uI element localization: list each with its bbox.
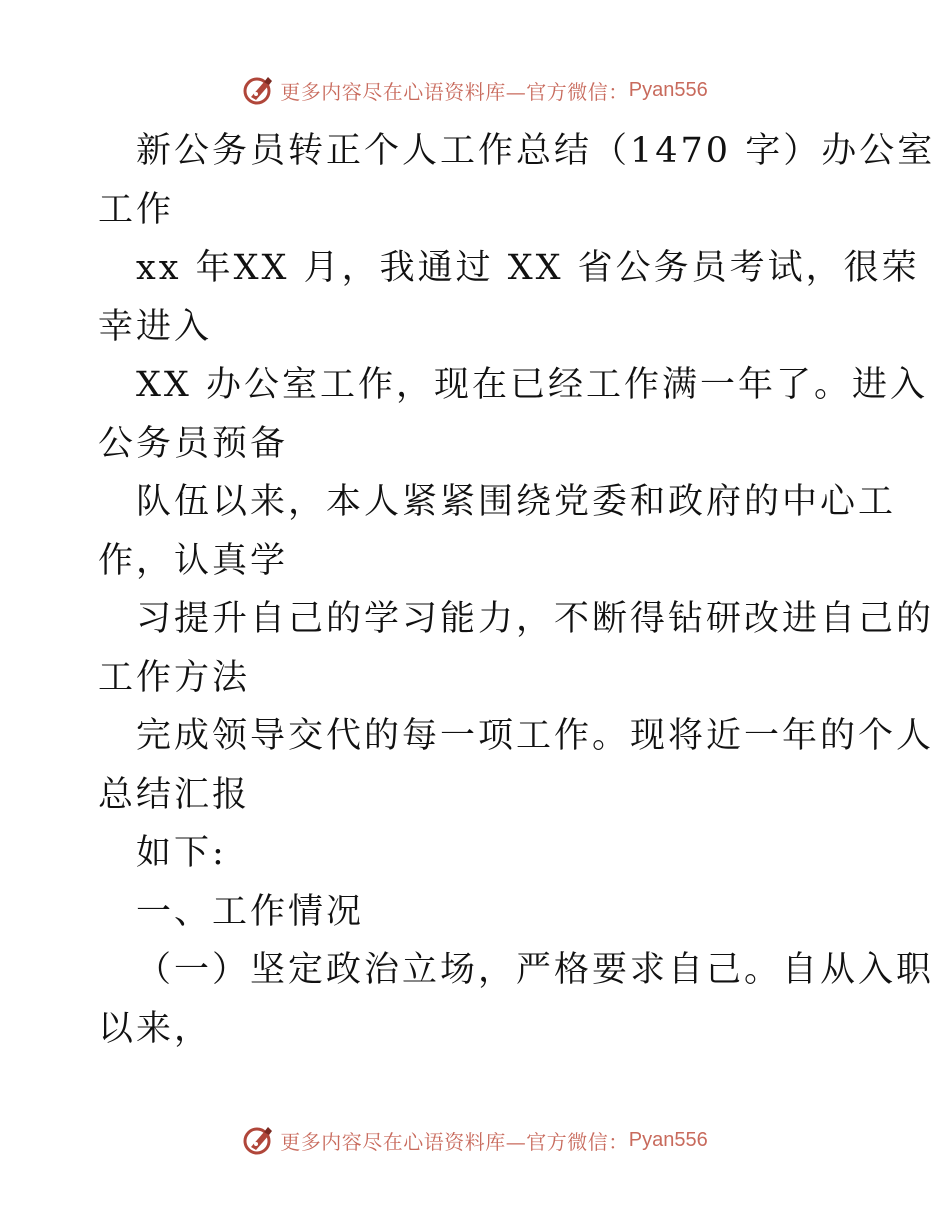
- doc-line: 工作: [98, 189, 175, 230]
- footer-banner: [0, 1120, 950, 1160]
- doc-line: 总结汇报: [98, 774, 251, 815]
- doc-line: xx 年XX 月，我通过 XX 省公务员考试，很荣: [136, 248, 920, 288]
- doc-line: 作，认真学: [98, 540, 289, 581]
- banner-wechat-handle: Pyan556: [628, 1128, 708, 1151]
- pen-nib-circle-icon: [242, 73, 276, 107]
- header-banner: [0, 70, 950, 110]
- doc-line: XX 办公室工作，现在已经工作满一年了。进入: [136, 365, 928, 405]
- doc-line: （一）坚定政治立场，严格要求自己。自从入职: [136, 950, 935, 990]
- doc-line: 以来，: [98, 1008, 213, 1049]
- doc-line: 完成领导交代的每一项工作。现将近一年的个人: [136, 716, 935, 756]
- doc-line: 工作方法: [98, 657, 251, 698]
- doc-line: 幸进入: [98, 306, 213, 347]
- doc-line: 如下:: [136, 833, 227, 873]
- pen-nib-circle-icon: [242, 1123, 276, 1157]
- doc-line: 习提升自己的学习能力，不断得钻研改进自己的: [136, 599, 935, 639]
- doc-line-title: 新公务员转正个人工作总结（1470 字）办公室: [136, 131, 936, 171]
- doc-line: 队伍以来，本人紧紧围绕党委和政府的中心工: [136, 482, 897, 522]
- banner-wechat-handle: Pyan556: [628, 78, 708, 101]
- doc-line: 公务员预备: [98, 423, 289, 464]
- section-heading: 一、工作情况: [136, 891, 365, 932]
- banner-text: 更多内容尽在心语资料库—官方微信：: [280, 1129, 629, 1154]
- banner-text: 更多内容尽在心语资料库—官方微信：: [280, 79, 629, 104]
- document-body: [98, 122, 936, 1058]
